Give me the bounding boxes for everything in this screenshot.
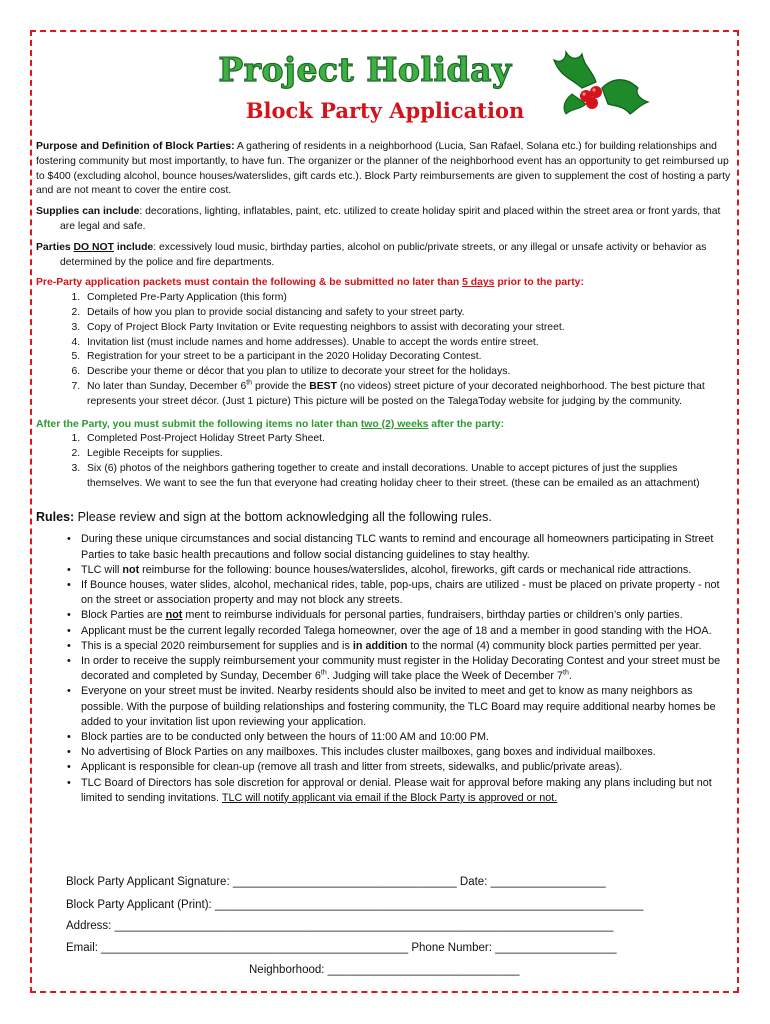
parties-not-paragraph <box>36 241 732 271</box>
list-item: 3. Six (6) photos of the neighbors gathering together to create and install decorations. Unable to accept pictures of just the supplies themselves. We want to see the fun that everyone had creating holiday cheer to their street. (these can be emailed as an attachment) <box>83 462 732 492</box>
email-line[interactable]: Email: ________________________________________________ Phone Number: ___________________ <box>66 942 617 954</box>
print-name-line[interactable]: Block Party Applicant (Print): ___________________________________________________________________ <box>66 899 644 911</box>
rule-item: • This is a special 2020 reimbursement for supplies and is in addition to the normal (4) community block parties permitted per year. <box>81 639 732 654</box>
rule-item: • During these unique circumstances and social distancing TLC wants to remind and encourage all homeowners participating in Street Parties to take basic health precautions and follow social distancing guidelines to stay healthy. <box>81 532 732 562</box>
list-item: 6. Describe your theme or décor that you plan to utilize to decorate your street for the holidays. <box>83 365 732 380</box>
signature-line[interactable]: Block Party Applicant Signature: ___________________________________ Date: __________________ <box>66 876 606 888</box>
rule-item: • TLC will not reimburse for the following: bounce houses/waterslides, alcohol, fireworks, gift cards or mechanical ride attractions. <box>81 563 732 578</box>
pre-party-list <box>36 291 732 409</box>
supplies-text: : decorations, lighting, inflatables, paint, etc. utilized to create holiday spirit and placed within the street area or front yards, that are legal and safe. <box>60 206 721 232</box>
rule-item: • Block parties are to be conducted only between the hours of 11:00 AM and 10:00 PM. <box>81 730 732 745</box>
rule-item: • Everyone on your street must be invited. Nearby residents should also be invited to meet and get to know as many neighbors as possible. With the purpose of building relationships and fostering community, the TLC Board may require additional nearby homes be added to your invitation list upon reviewing your application. <box>81 684 732 730</box>
parties-not-label: Parties DO NOT include <box>36 241 154 253</box>
list-item: 1. Completed Pre-Party Application (this form) <box>83 291 732 306</box>
application-body <box>36 140 732 806</box>
rules-list <box>36 532 732 806</box>
rule-item: • No advertising of Block Parties on any mailboxes. This includes cluster mailboxes, gang boxes and individual mailboxes. <box>81 745 732 760</box>
rule-item: • TLC Board of Directors has sole discretion for approval or denial. Please wait for approval before making any plans including but not limited to sending invitations. TLC will notify applicant via email if the Block Party is approved or not. <box>81 776 732 806</box>
rule-item: • If Bounce houses, water slides, alcohol, mechanical rides, table, pop-ups, chairs are utilized - must be placed on private property - not on the street or association property and may not block any streets. <box>81 578 732 608</box>
list-item: 2. Details of how you plan to provide social distancing and safety to your street party. <box>83 306 732 321</box>
list-item: 4. Invitation list (must include names and home addresses). Unable to accept the words entire street. <box>83 336 732 351</box>
address-line[interactable]: Address: ______________________________________________________________________________ <box>66 920 614 932</box>
page-subtitle: Block Party Application <box>245 98 525 123</box>
after-party-list <box>36 432 732 491</box>
supplies-label: Supplies can include <box>36 206 140 218</box>
list-item: 2. Legible Receipts for supplies. <box>83 447 732 462</box>
purpose-label: Purpose and Definition of Block Parties: <box>36 141 235 152</box>
pre-party-heading: Pre-Party application packets must contain the following & be submitted no later than 5 days prior to the party: <box>36 277 584 289</box>
list-item: 1. Completed Post-Project Holiday Street Party Sheet. <box>83 432 732 447</box>
after-party-heading: After the Party, you must submit the following items no later than two (2) weeks after the party: <box>36 418 505 430</box>
page-title: Project Holiday <box>218 50 512 89</box>
neighborhood-line[interactable]: Neighborhood: ______________________________ <box>249 964 520 976</box>
rule-item: • Applicant is responsible for clean-up (remove all trash and litter from streets, sidewalks, and public/private areas). <box>81 760 732 775</box>
phone-field[interactable]: Phone Number: ___________________ <box>408 942 617 954</box>
purpose-paragraph <box>36 140 732 199</box>
list-item: 3. Copy of Project Block Party Invitation or Evite requesting neighbors to assist with decorating your street. <box>83 321 732 336</box>
rules-heading: Rules: Please review and sign at the bottom acknowledging all the following rules. <box>36 509 492 524</box>
rule-item: • Applicant must be the current legally recorded Talega homeowner, over the age of 18 and a member in good standing with the HOA. <box>81 624 732 639</box>
purpose-text: A gathering of residents in a neighborhood (Lucia, San Rafael, Solana etc.) for building relationships and fostering community but most importantly, to have fun. The organizer or the planner of the neighborhood event has an opportunity to get reimbursed up to $400 (excluding alcohol, bounce houses/waterslides, gift cards etc.). Block Party reimbursements are given to supplement the cost of hosting a party and are not meant to cover the entire cost. <box>36 141 731 197</box>
rule-item: • Block Parties are not ment to reimburse individuals for personal parties, fundraisers, birthday parties or children’s only parties. <box>81 608 732 623</box>
list-item: 7. No later than Sunday, December 6th provide the BEST (no videos) street picture of your decorated neighborhood. The best picture that represents your street décor. (Just 1 picture) This picture will be posted on the TalegaToday website for judging by the community. <box>83 380 732 410</box>
rule-item: • In order to receive the supply reimbursement your community must register in the Holiday Decorating Contest and your street must be decorated and completed by Sunday, December 6th. Judging will take place the Week of December 7th. <box>81 654 732 684</box>
parties-not-text: : excessively loud music, birthday parties, alcohol on public/private streets, or any illegal or unsafe activity or behavior as determined by the police and fire departments. <box>60 241 707 268</box>
date-field[interactable]: Date: __________________ <box>456 876 606 888</box>
supplies-paragraph <box>36 205 732 235</box>
list-item: 5. Registration for your street to be a participant in the 2020 Holiday Decorating Contest. <box>83 350 732 365</box>
